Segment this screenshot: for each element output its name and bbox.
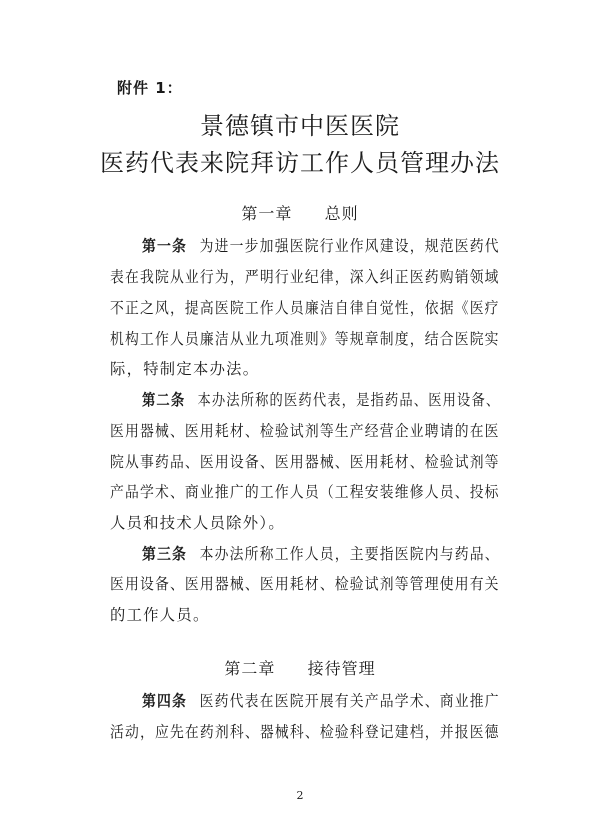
page-number: 2 (296, 789, 304, 802)
article-3-label: 第三条 (142, 545, 188, 563)
article-4-label: 第四条 (142, 692, 188, 710)
article-1-label: 第一条 (142, 237, 188, 255)
attachment-label: 附件 1： (117, 79, 183, 97)
article-1-line-1: 第一条 为进一步加强医院行业作风建设，规范医药代 (142, 237, 500, 255)
article-2-line-2: 医用器械、医用耗材、检验试剂等生产经营企业聘请的在医 (110, 422, 500, 440)
article-3-line-1: 第三条 本办法所称工作人员，主要指医院内与药品、 (142, 545, 500, 563)
article-1-line-2: 表在我院从业行为，严明行业纪律，深入纠正医药购销领域 (110, 268, 500, 286)
article-3-line-2: 医用设备、医用器械、医用耗材、检验试剂等管理使用有关 (110, 575, 500, 593)
article-2-line-3: 院从事药品、医用设备、医用器械、医用耗材、检验试剂等 (110, 453, 500, 471)
article-3-line-3: 的工作人员。 (110, 606, 210, 624)
article-2-line-5: 人员和技术人员除外）。 (110, 514, 285, 532)
chapter-heading-reception: 第二章 接待管理 (224, 659, 376, 678)
article-2-line-1: 第二条 本办法所称的医药代表，是指药品、医用设备、 (142, 391, 501, 409)
article-2-label: 第二条 (142, 391, 186, 409)
article-1-line-3: 不正之风，提高医院工作人员廉洁自律自觉性，依据《医疗 (110, 299, 500, 317)
article-4-line-2: 活动，应先在药剂科、器械科、检验科登记建档，并报医德 (110, 723, 500, 741)
document-title-regulation: 医药代表来院拜访工作人员管理办法 (100, 149, 500, 177)
article-1-line-4: 机构工作人员廉洁从业九项准则》等规章制度，结合医院实 (110, 330, 500, 348)
document-title-hospital: 景德镇市中医医院 (200, 112, 400, 140)
chapter-heading-general: 第一章 总则 (241, 204, 359, 223)
article-1-line-5: 际，特制定本办法。 (110, 360, 260, 378)
article-2-line-4: 产品学术、商业推广的工作人员（工程安装维修人员、投标 (110, 483, 500, 501)
article-4-line-1: 第四条 医药代表在医院开展有关产品学术、商业推广 (142, 692, 500, 710)
